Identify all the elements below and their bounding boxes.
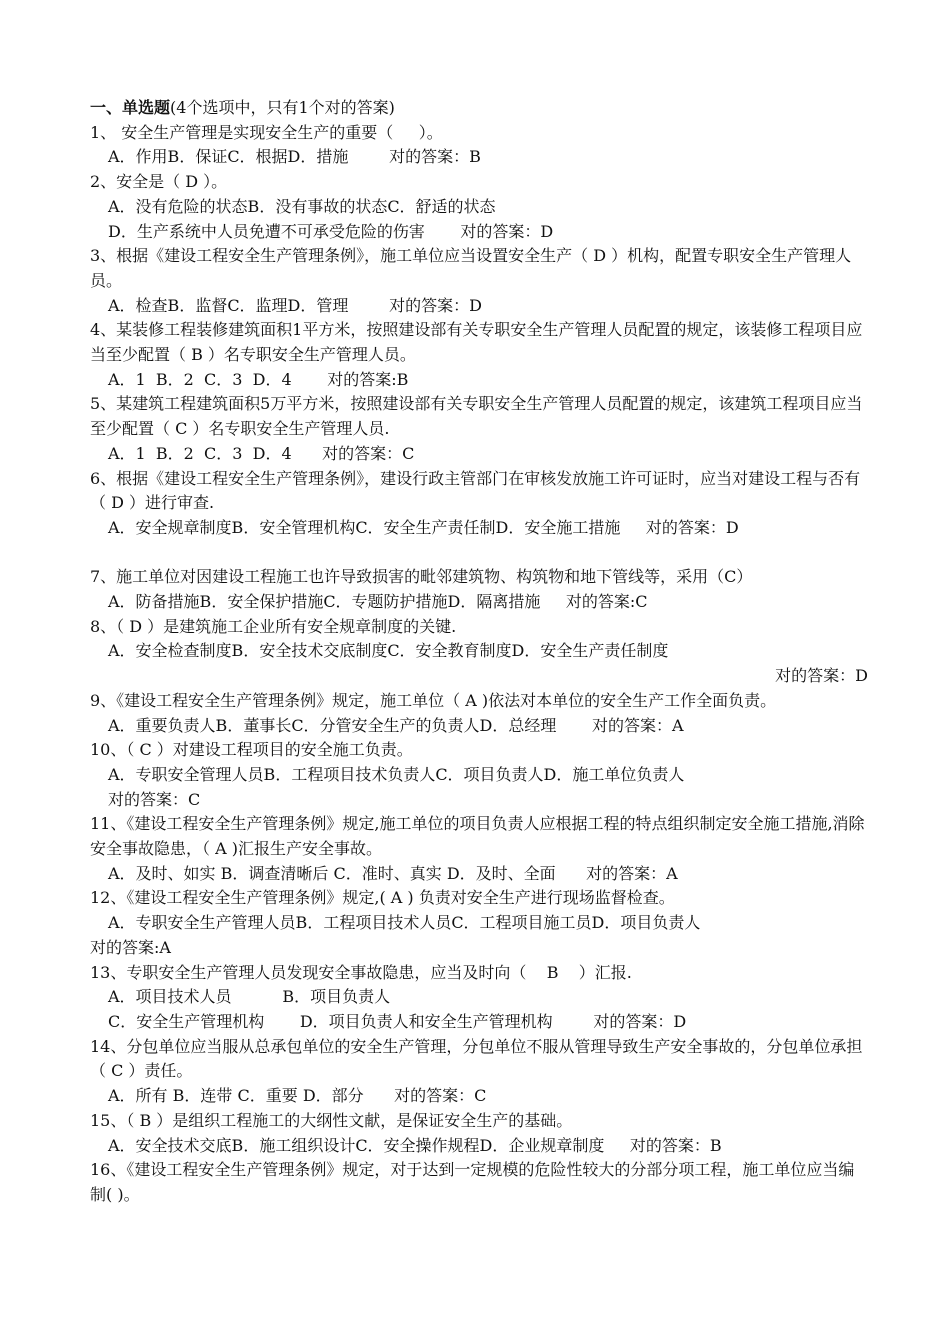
question-5-options: A．1 B．2 C．3 D．4 对的答案：C <box>108 443 415 463</box>
section-heading-note: (4个选项中，只有1个对的答案) <box>170 98 395 117</box>
question-8: 8、（ D ）是建筑施工企业所有安全规章制度的关键. <box>90 616 457 636</box>
question-7: 7、施工单位对因建设工程施工也许导致损害的毗邻建筑物、构筑物和地下管线等，采用（C） <box>90 567 753 587</box>
question-13-options-b: C．安全生产管理机构 D．项目负责人和安全生产管理机构 对的答案：D <box>108 1012 687 1031</box>
section-heading <box>90 96 870 121</box>
question-4-options: A．1 B．2 C．3 D．4 对的答案:B <box>108 369 409 389</box>
question-14: 14、分包单位应当服从总承包单位的安全生产管理，分包单位不服从管理导致生产安全事故的，分包单位承担（ C ）责任。 <box>90 1036 863 1081</box>
question-1: 1、 安全生产管理是实现安全生产的重要（ ）。 <box>90 122 443 142</box>
question-11: 11、《建设工程安全生产管理条例》规定,施工单位的项目负责人应根据工程的特点组织制定安全施工措施,消除安全事故隐患，（ A )汇报生产安全事故。 <box>90 814 865 859</box>
question-6-options: A．安全规章制度B．安全管理机构C．安全生产责任制D．安全施工措施 对的答案：D <box>108 517 739 537</box>
question-4: 4、某装修工程装修建筑面积1平方米，按照建设部有关专职安全生产管理人员配置的规定，该装修工程项目应当至少配置（ B ）名专职安全生产管理人员。 <box>90 320 863 365</box>
question-3-options: A．检查B．监督C．监理D．管理 对的答案：D <box>108 295 482 315</box>
question-10: 10、（ C ）对建设工程项目的安全施工负责。 <box>90 740 413 760</box>
question-15-options: A．安全技术交底B．施工组织设计C．安全操作规程D．企业规章制度 对的答案：B <box>108 1135 722 1155</box>
question-8-answer: 对的答案：D <box>775 666 868 686</box>
question-9-options: A．重要负责人B．董事长C．分管安全生产的负责人D．总经理 对的答案：A <box>108 715 684 735</box>
question-10-answer: 对的答案：C <box>108 789 201 809</box>
question-6: 6、根据《建设工程安全生产管理条例》，建设行政主管部门在审核发放施工许可证时，应当对建设工程与否有（ D ）进行审查. <box>90 468 861 513</box>
question-3: 3、根据《建设工程安全生产管理条例》，施工单位应当设置安全生产（ D ）机构，配置专职安全生产管理人员。 <box>90 246 852 290</box>
blank-line <box>90 541 870 566</box>
question-5: 5、某建筑工程建筑面积5万平方米，按照建设部有关专职安全生产管理人员配置的规定，该建筑工程项目应当至少配置（ C ）名专职安全生产管理人员. <box>90 394 863 439</box>
question-9: 9、《建设工程安全生产管理条例》规定，施工单位（ A )依法对本单位的安全生产工作全面负责。 <box>90 690 777 710</box>
question-2-options-a: A．没有危险的状态B．没有事故的状态C．舒适的状态 <box>108 196 496 216</box>
question-14-options: A．所有 B．连带 C．重要 D．部分 对的答案：C <box>108 1086 487 1106</box>
question-13: 13、专职安全生产管理人员发现安全事故隐患，应当及时向（ B ）汇报. <box>90 962 632 982</box>
question-2: 2、安全是（ D ）。 <box>90 172 228 192</box>
document-page <box>90 96 870 1208</box>
question-10-options: A．专职安全管理人员B．工程项目技术负责人C．项目负责人D．施工单位负责人 <box>108 764 685 784</box>
question-12-answer: 对的答案:A <box>90 937 171 957</box>
question-2-options-b: D．生产系统中人员免遭不可承受危险的伤害 对的答案：D <box>108 221 554 241</box>
question-16: 16、《建设工程安全生产管理条例》规定，对于达到一定规模的危险性较大的分部分项工程，施工单位应当编制( )。 <box>90 1160 855 1204</box>
question-1-options: A．作用B．保证C．根据D．措施 对的答案：B <box>108 147 481 167</box>
question-11-options: A．及时、如实 B．调查清晰后 C．准时、真实 D．及时、全面 对的答案：A <box>108 863 678 883</box>
question-8-options: A．安全检查制度B．安全技术交底制度C．安全教育制度D．安全生产责任制度 <box>108 641 669 661</box>
question-12: 12、《建设工程安全生产管理条例》规定,( A ) 负责对安全生产进行现场监督检查。 <box>90 888 675 908</box>
question-15: 15、（ B ）是组织工程施工的大纲性文献，是保证安全生产的基础。 <box>90 1110 573 1130</box>
question-12-options: A．专职安全生产管理人员B．工程项目技术人员C．工程项目施工员D．项目负责人 <box>108 913 701 933</box>
section-heading-bold: 一、单选题 <box>90 98 171 117</box>
question-13-options-a: A．项目技术人员 B．项目负责人 <box>108 987 391 1007</box>
question-7-options: A．防备措施B．安全保护措施C．专题防护措施D．隔离措施 对的答案:C <box>108 592 648 612</box>
